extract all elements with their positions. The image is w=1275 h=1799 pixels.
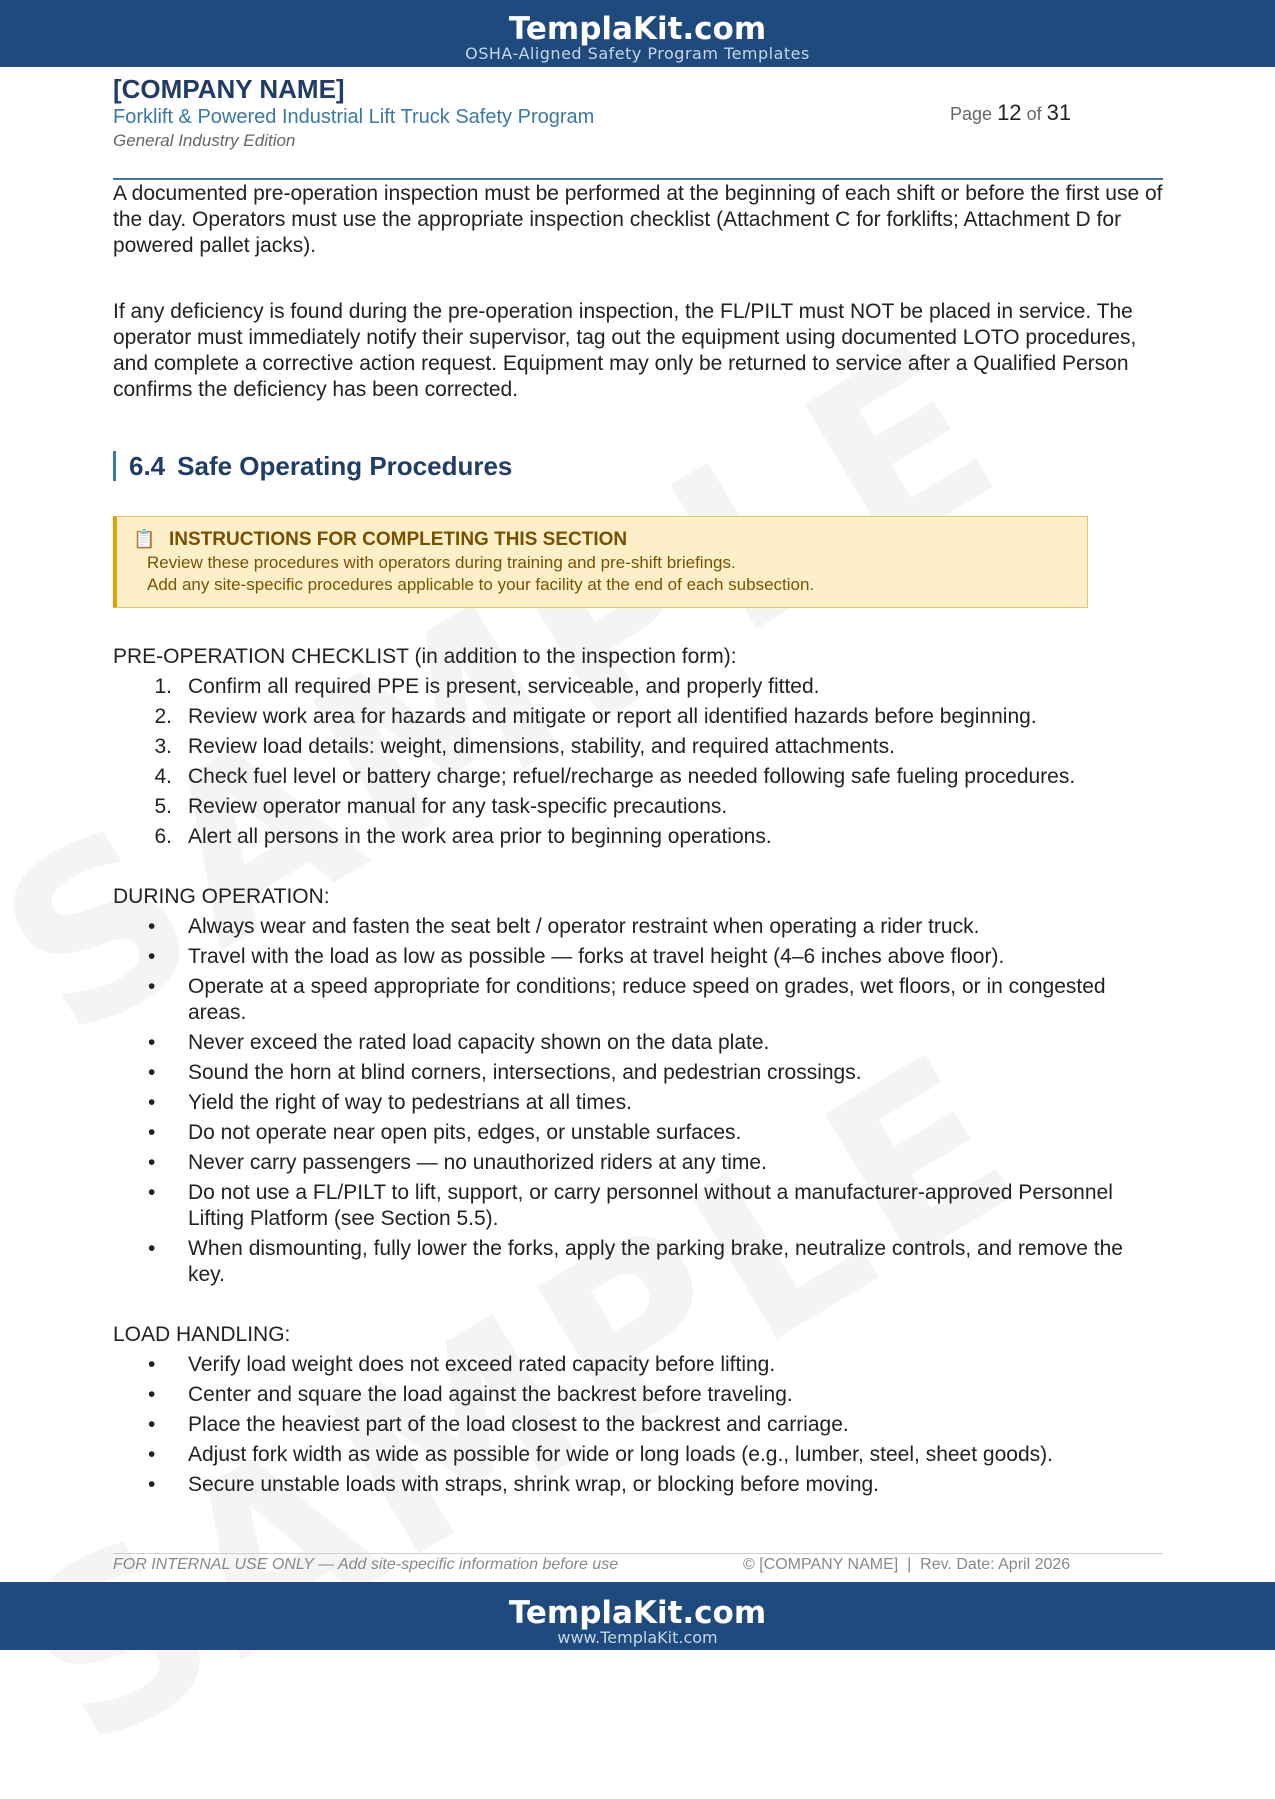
document-title: Forklift & Powered Industrial Lift Truck Safety Program bbox=[113, 106, 595, 128]
list-item: • Never carry passengers — no unauthorized riders at any time. bbox=[148, 1151, 767, 1174]
during-operation-list bbox=[113, 914, 1163, 1288]
list-item: 6. Alert all persons in the work area prior to beginning operations. bbox=[154, 825, 772, 848]
page-of-label: of bbox=[1026, 104, 1042, 124]
list-item: • When dismounting, fully lower the forks, apply the parking brake, neutralize controls, and remove the key. bbox=[148, 1237, 1123, 1286]
callout-title: INSTRUCTIONS FOR COMPLETING THIS SECTION bbox=[169, 529, 628, 550]
section-title: Safe Operating Procedures bbox=[177, 451, 513, 481]
pre-operation-heading: PRE-OPERATION CHECKLIST (in addition to the inspection form): bbox=[113, 645, 737, 668]
header-divider bbox=[113, 178, 1163, 180]
bottom-banner bbox=[0, 1582, 1275, 1650]
list-item: • Place the heaviest part of the load closest to the backrest and carriage. bbox=[148, 1413, 849, 1436]
callout-line: Review these procedures with operators during training and pre-shift briefings. bbox=[147, 553, 736, 572]
bottom-banner-brand: TemplaKit.com bbox=[508, 1595, 767, 1631]
instructions-callout bbox=[113, 516, 1088, 608]
list-item: 4. Check fuel level or battery charge; refuel/recharge as needed following safe fueling procedures. bbox=[154, 765, 1076, 788]
pre-operation-list bbox=[113, 674, 1163, 850]
list-item: • Sound the horn at blind corners, intersections, and pedestrian crossings. bbox=[148, 1061, 862, 1084]
company-name: [COMPANY NAME] bbox=[113, 74, 345, 104]
clipboard-icon: 📋 bbox=[133, 529, 156, 549]
callout-line: Add any site-specific procedures applicable to your facility at the end of each subsection. bbox=[147, 575, 815, 594]
list-item: • Always wear and fasten the seat belt / operator restraint when operating a rider truck. bbox=[148, 915, 980, 938]
list-item: 2. Review work area for hazards and mitigate or report all identified hazards before beginning. bbox=[154, 705, 1037, 728]
page-number: 12 bbox=[997, 100, 1022, 125]
page-content bbox=[113, 181, 1163, 1502]
list-item: • Secure unstable loads with straps, shrink wrap, or blocking before moving. bbox=[148, 1473, 880, 1496]
section-number: 6.4 bbox=[129, 451, 166, 481]
document-edition: General Industry Edition bbox=[113, 131, 296, 150]
page-indicator bbox=[950, 100, 1071, 126]
list-item: • Travel with the load as low as possible — forks at travel height (4–6 inches above floor). bbox=[148, 945, 1005, 968]
list-item: • Do not operate near open pits, edges, or unstable surfaces. bbox=[148, 1121, 742, 1144]
page-total: 31 bbox=[1046, 100, 1072, 125]
paragraph-inspection: A documented pre-operation inspection must be performed at the beginning of each shift or before the first use of the day. Operators must use the appropriate inspection checklist (Attachment C for forklifts; Attachment D for powered pallet jacks). bbox=[113, 182, 1163, 257]
bottom-banner-url[interactable]: www.TemplaKit.com bbox=[557, 1628, 718, 1647]
top-banner-brand: TemplaKit.com bbox=[508, 11, 767, 47]
list-item: • Verify load weight does not exceed rated capacity before lifting. bbox=[148, 1353, 776, 1376]
top-banner bbox=[0, 0, 1275, 67]
list-item: 5. Review operator manual for any task-specific precautions. bbox=[154, 795, 728, 818]
section-heading bbox=[113, 451, 1163, 481]
top-banner-tagline: OSHA-Aligned Safety Program Templates bbox=[465, 44, 810, 63]
list-item: • Never exceed the rated load capacity shown on the data plate. bbox=[148, 1031, 770, 1054]
list-item: • Yield the right of way to pedestrians at all times. bbox=[148, 1091, 632, 1114]
list-item: • Adjust fork width as wide as possible for wide or long loads (e.g., lumber, steel, sheet goods). bbox=[148, 1443, 1053, 1466]
list-item: • Operate at a speed appropriate for conditions; reduce speed on grades, wet floors, or in congested areas. bbox=[148, 975, 1106, 1024]
list-item: • Center and square the load against the backrest before traveling. bbox=[148, 1383, 793, 1406]
page-label: Page bbox=[950, 104, 993, 124]
during-operation-heading: DURING OPERATION: bbox=[113, 885, 330, 908]
list-item: 3. Review load details: weight, dimensions, stability, and required attachments. bbox=[154, 735, 895, 758]
load-handling-list bbox=[113, 1352, 1163, 1498]
paragraph-deficiency: If any deficiency is found during the pre-operation inspection, the FL/PILT must NOT be placed in service. The operator must immediately notify their supervisor, tag out the equipment using documented LOTO procedures, and complete a corrective action request. Equipment may only be returned to service after a Qualified Person confirms the deficiency has been corrected. bbox=[113, 300, 1137, 401]
footer-divider bbox=[113, 1553, 1163, 1554]
list-item: • Do not use a FL/PILT to lift, support, or carry personnel without a manufacturer-approved Personnel Lifting Platform (see Section 5.5). bbox=[148, 1181, 1113, 1230]
load-handling-heading: LOAD HANDLING: bbox=[113, 1323, 291, 1346]
footer-copyright: © [COMPANY NAME] | Rev. Date: April 2026 bbox=[743, 1556, 1071, 1573]
list-item: 1. Confirm all required PPE is present, serviceable, and properly fitted. bbox=[154, 675, 820, 698]
footer-disclaimer: FOR INTERNAL USE ONLY — Add site-specific information before use bbox=[113, 1556, 619, 1573]
